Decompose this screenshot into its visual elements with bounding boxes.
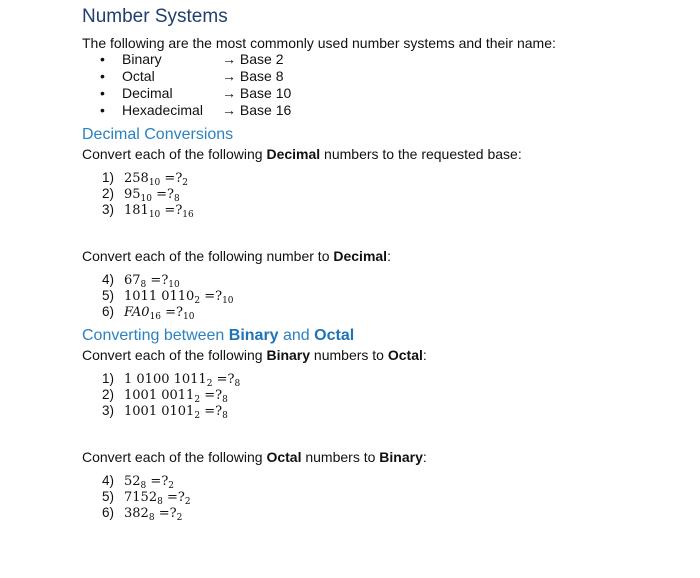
- problem: 2) $95_{10}$ $=?_8$: [102, 186, 180, 204]
- instruction-text: Convert each of the following number to Decimal:: [82, 248, 391, 264]
- bullet-icon: •: [100, 85, 105, 101]
- bullet-icon: •: [100, 68, 105, 84]
- problem: 6) $FA0_{16}$ $=?_{10}$: [102, 304, 195, 322]
- problem: 4) $52_8$ $=?_2$: [102, 473, 175, 491]
- instruction-text: Convert each of the following Decimal numbers to the requested base:: [82, 146, 522, 162]
- problem: 5) $7152_8$ $=?_2$: [102, 489, 191, 507]
- arrow-icon: →: [222, 85, 236, 101]
- section-heading-decimal: Decimal Conversions: [82, 126, 234, 143]
- arrow-icon: →: [222, 51, 236, 67]
- problem: 1) $258_{10}$ $=?_2$: [102, 170, 189, 188]
- instruction-text: Convert each of the following Binary numbers to Octal:: [82, 347, 427, 363]
- problem: 3) $181_{10}$ $=?_{16}$: [102, 202, 194, 220]
- problem: 5) 1011 $0110_2$ $=?_{10}$: [102, 288, 234, 306]
- problem: 3) 1001 $0101_2$ $=?_8$: [102, 403, 228, 421]
- section-heading-binary-octal: Converting between Binary and Octal: [82, 327, 355, 344]
- intro-text: The following are the most commonly used number systems and their name:: [82, 35, 556, 51]
- bullet-icon: •: [100, 102, 105, 118]
- problem: 1) 1 0100 $1011_2$ $=?_8$: [102, 371, 241, 389]
- arrow-icon: →: [222, 102, 236, 118]
- page-title: Number Systems: [82, 6, 228, 27]
- problem: 6) $382_8$ $=?_2$: [102, 505, 183, 523]
- problem: 4) $67_8$ $=?_{10}$: [102, 272, 180, 290]
- arrow-icon: →: [222, 68, 236, 84]
- bullet-icon: •: [100, 51, 105, 67]
- problem: 2) 1001 $0011_2$ $=?_8$: [102, 387, 228, 405]
- instruction-text: Convert each of the following Octal numbers to Binary:: [82, 449, 427, 465]
